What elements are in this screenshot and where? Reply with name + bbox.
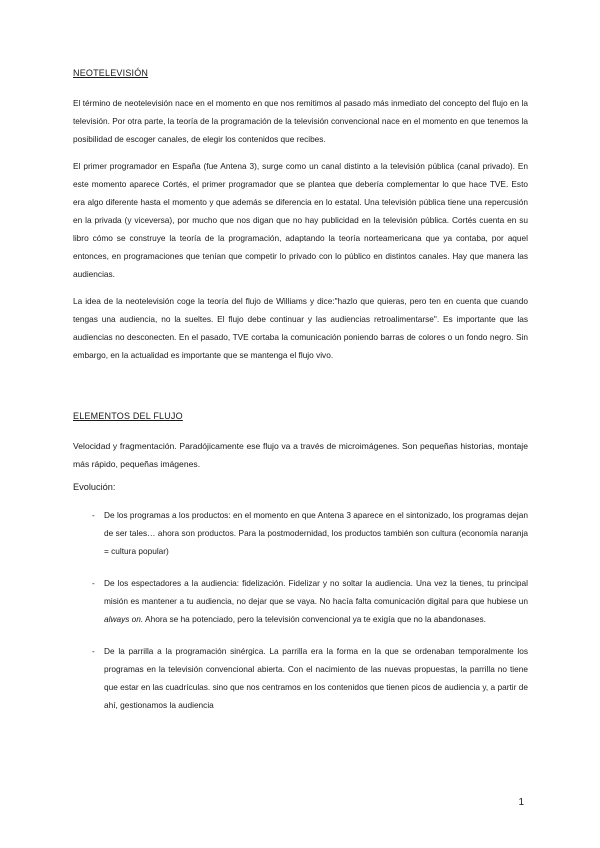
evolution-label: Evolución: — [73, 482, 116, 492]
section-heading-elementos-del-flujo: ELEMENTOS DEL FLUJO — [73, 411, 183, 421]
list-item-text-part: De los espectadores a la audiencia: fidelización. Fidelizar y no soltar la audiencia. Una vez la tienes, tu principal misión es mantener a tu audiencia, no dejar que se vaya. No hacía falta comunicación digital para que hubiese un — [104, 578, 528, 606]
list-item — [73, 642, 528, 714]
evolution-list — [73, 506, 528, 714]
list-item — [73, 574, 528, 628]
intro-paragraph: Velocidad y fragmentación. Paradójicamente ese flujo va a través de microimágenes. Son pequeñas historias, montaje más rápido, pequeñas imágenes. — [73, 441, 528, 469]
section-spacer — [73, 373, 528, 411]
section-heading-neotelevision: NEOTELEVISIÓN — [73, 68, 149, 78]
paragraph-3: La idea de la neotelevisión coge la teoría del flujo de Williams y dice:"hazlo que quieras, pero ten en cuenta que cuando tengas una audiencia, no la sueltes. El flujo debe continuar y las audiencias retroalimentarse". Es importante que las audiencias no desconecten. En el pasado, TVE cortaba la comunicación poniendo barras de colores o un fondo negro. Sin embargo, en la actualidad es importante que se mantenga el flujo vivo. — [73, 296, 528, 360]
page-content — [73, 68, 528, 728]
list-item-text — [104, 574, 528, 628]
paragraph-1: El término de neotelevisión nace en el momento en que nos remitimos al pasado más inmediato del concepto del flujo en la televisión. Por otra parte, la teoría de la programación de la televisión convencional nace en el momento en que tenemos la posibilidad de escoger canales, de elegir los contenidos que recibes. — [73, 98, 528, 144]
list-item-text: De los programas a los productos: en el momento en que Antena 3 aparece en el sintonizado, los programas dejan de ser tales… ahora son productos. Para la postmodernidad, los productos también son cultura (economía naranja = cultura popular) — [104, 510, 528, 556]
page-number: 1 — [518, 797, 524, 808]
bullet-dash: - — [92, 510, 95, 520]
paragraph-2: El primer programador en España (fue Antena 3), surge como un canal distinto a la televisión pública (canal privado). En este momento aparece Cortés, el primer programador que se plantea que debería complementar lo que hace TVE. Esto era algo diferente hasta el momento y que además se diferencia en lo estatal. Una televisión pública tiene una repercusión en la privada (y viceversa), por mucho que nos digan que no hay publicidad en la televisión pública. Cortés cuenta en su libro cómo se construye la teoría de la programación, adaptando la teoría norteamericana que ya contaba, por aquel entonces, en programaciones que tenían que competir lo privado con lo público en distintos canales. Hay que manera las audiencias. — [73, 161, 528, 279]
bullet-dash: - — [92, 578, 95, 588]
list-item-text-part: Ahora se ha potenciado, pero la televisión convencional ya te exigía que no la abandonases. — [143, 614, 486, 624]
list-item-text-italic: always on. — [104, 614, 144, 624]
list-item-text: De la parrilla a la programación sinérgica. La parrilla era la forma en la que se ordenaban temporalmente los programas en la televisión convencional abierta. Con el nacimiento de las nuevas propuestas, la parrilla no tiene que estar en las cuadrículas. sino que nos centramos en los contenidos que tienen picos de audiencia y, a partir de ahí, gestionamos la audiencia — [104, 646, 528, 710]
bullet-dash: - — [92, 646, 95, 656]
list-item — [73, 506, 528, 560]
